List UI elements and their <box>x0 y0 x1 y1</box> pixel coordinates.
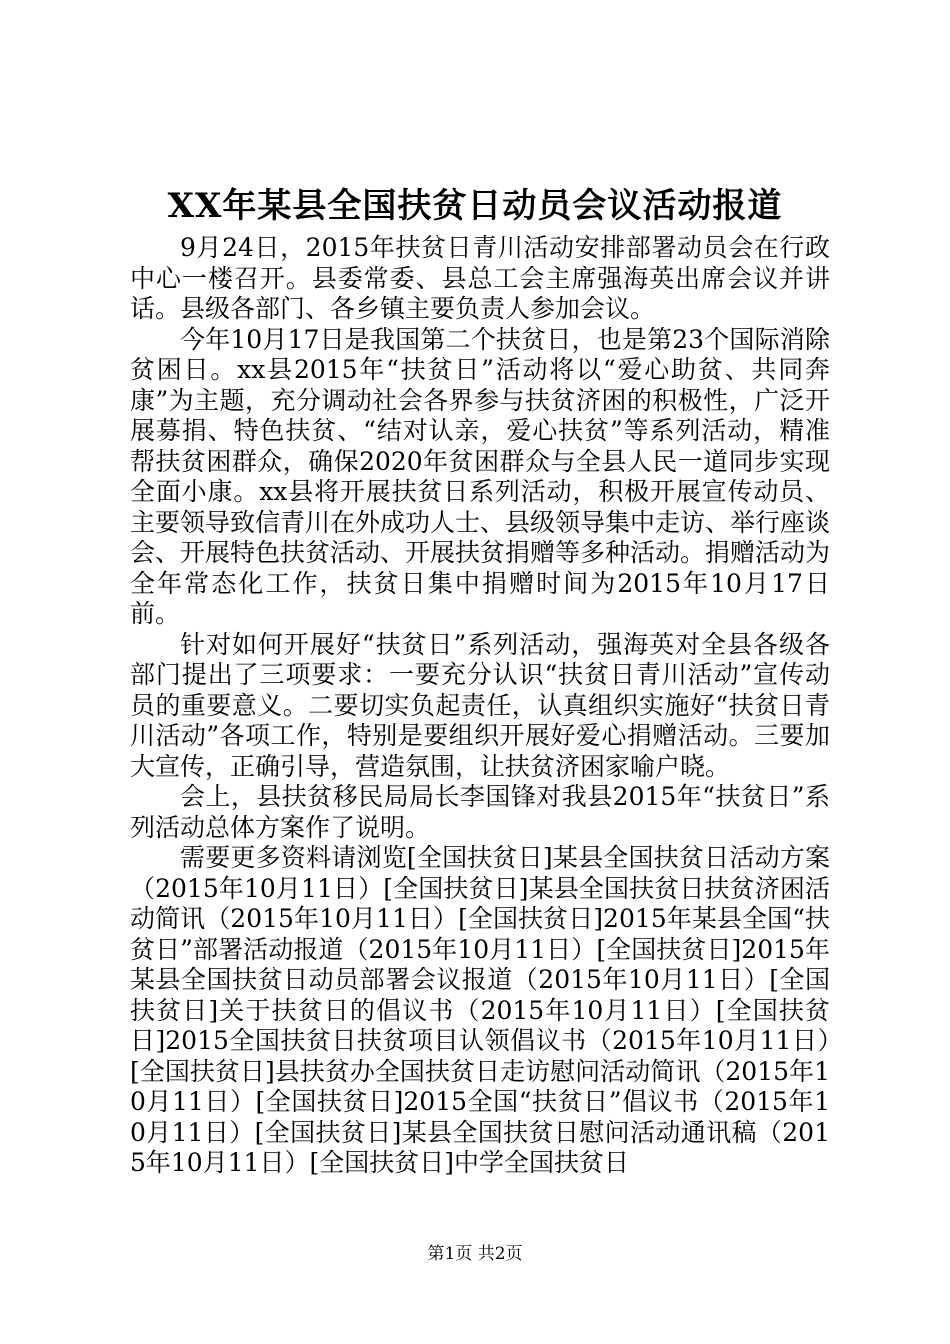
document-body <box>130 233 830 1179</box>
paragraph-more-resources: 需要更多资料请浏览[全国扶贫日]某县全国扶贫日活动方案（2015年10月11日）[全国扶贫日]某县全国扶贫日扶贫济困活动简讯（2015年10月11日）[全国扶贫日]2015年某县全国“扶贫日”部署活动报道（2015年10月11日）[全国扶贫日]2015年某县全国扶贫日动员部署会议报道（2015年10月11日）[全国扶贫日]关于扶贫日的倡议书（2015年10月11日）[全国扶贫日]2015全国扶贫日扶贫项目认领倡议书（2015年10月11日）[全国扶贫日]县扶贫办全国扶贫日走访慰问活动简讯（2015年10月11日）[全国扶贫日]2015全国“扶贫日”倡议书（2015年10月11日）[全国扶贫日]某县全国扶贫日慰问活动通讯稿（2015年10月11日）[全国扶贫日]中学全国扶贫日 <box>130 843 830 1177</box>
paragraph-program-explanation: 会上，县扶贫移民局局长李国锋对我县2015年“扶贫日”系列活动总体方案作了说明。 <box>130 782 830 842</box>
paragraph-three-requirements: 针对如何开展好“扶贫日”系列活动，强海英对全县各级各部门提出了三项要求：一要充分认识“扶贫日青川活动”宣传动员的重要意义。二要切实负起责任，认真组织实施好“扶贫日青川活动”各项工作，特别是要组织开展好爱心捐赠活动。三要加大宣传，正确引导，营造氛围，让扶贫济困家喻户晓。 <box>130 629 830 781</box>
page-footer: 第1页 共2页 <box>427 1244 523 1264</box>
document-title: XX年某县全国扶贫日动员会议活动报道 <box>167 186 783 226</box>
paragraph-poverty-day-plan: 今年10月17日是我国第二个扶贫日，也是第23个国际消除贫困日。xx县2015年“扶贫日”活动将以“爱心助贫、共同奔康”为主题，充分调动社会各界参与扶贫济困的积极性，广泛开展募捐、特色扶贫、“结对认亲，爱心扶贫”等系列活动，精准帮扶贫困群众，确保2020年贫困群众与全县人民一道同步实现全面小康。xx县将开展扶贫日系列活动，积极开展宣传动员、主要领导致信青川在外成功人士、县级领导集中走访、举行座谈会、开展特色扶贫活动、开展扶贫捐赠等多种活动。捐赠活动为全年常态化工作，扶贫日集中捐赠时间为2015年10月17日前。 <box>130 324 831 628</box>
paragraph-meeting-intro: 9月24日，2015年扶贫日青川活动安排部署动员会在行政中心一楼召开。县委常委、县总工会主席强海英出席会议并讲话。县级各部门、各乡镇主要负责人参加会议。 <box>130 233 830 323</box>
